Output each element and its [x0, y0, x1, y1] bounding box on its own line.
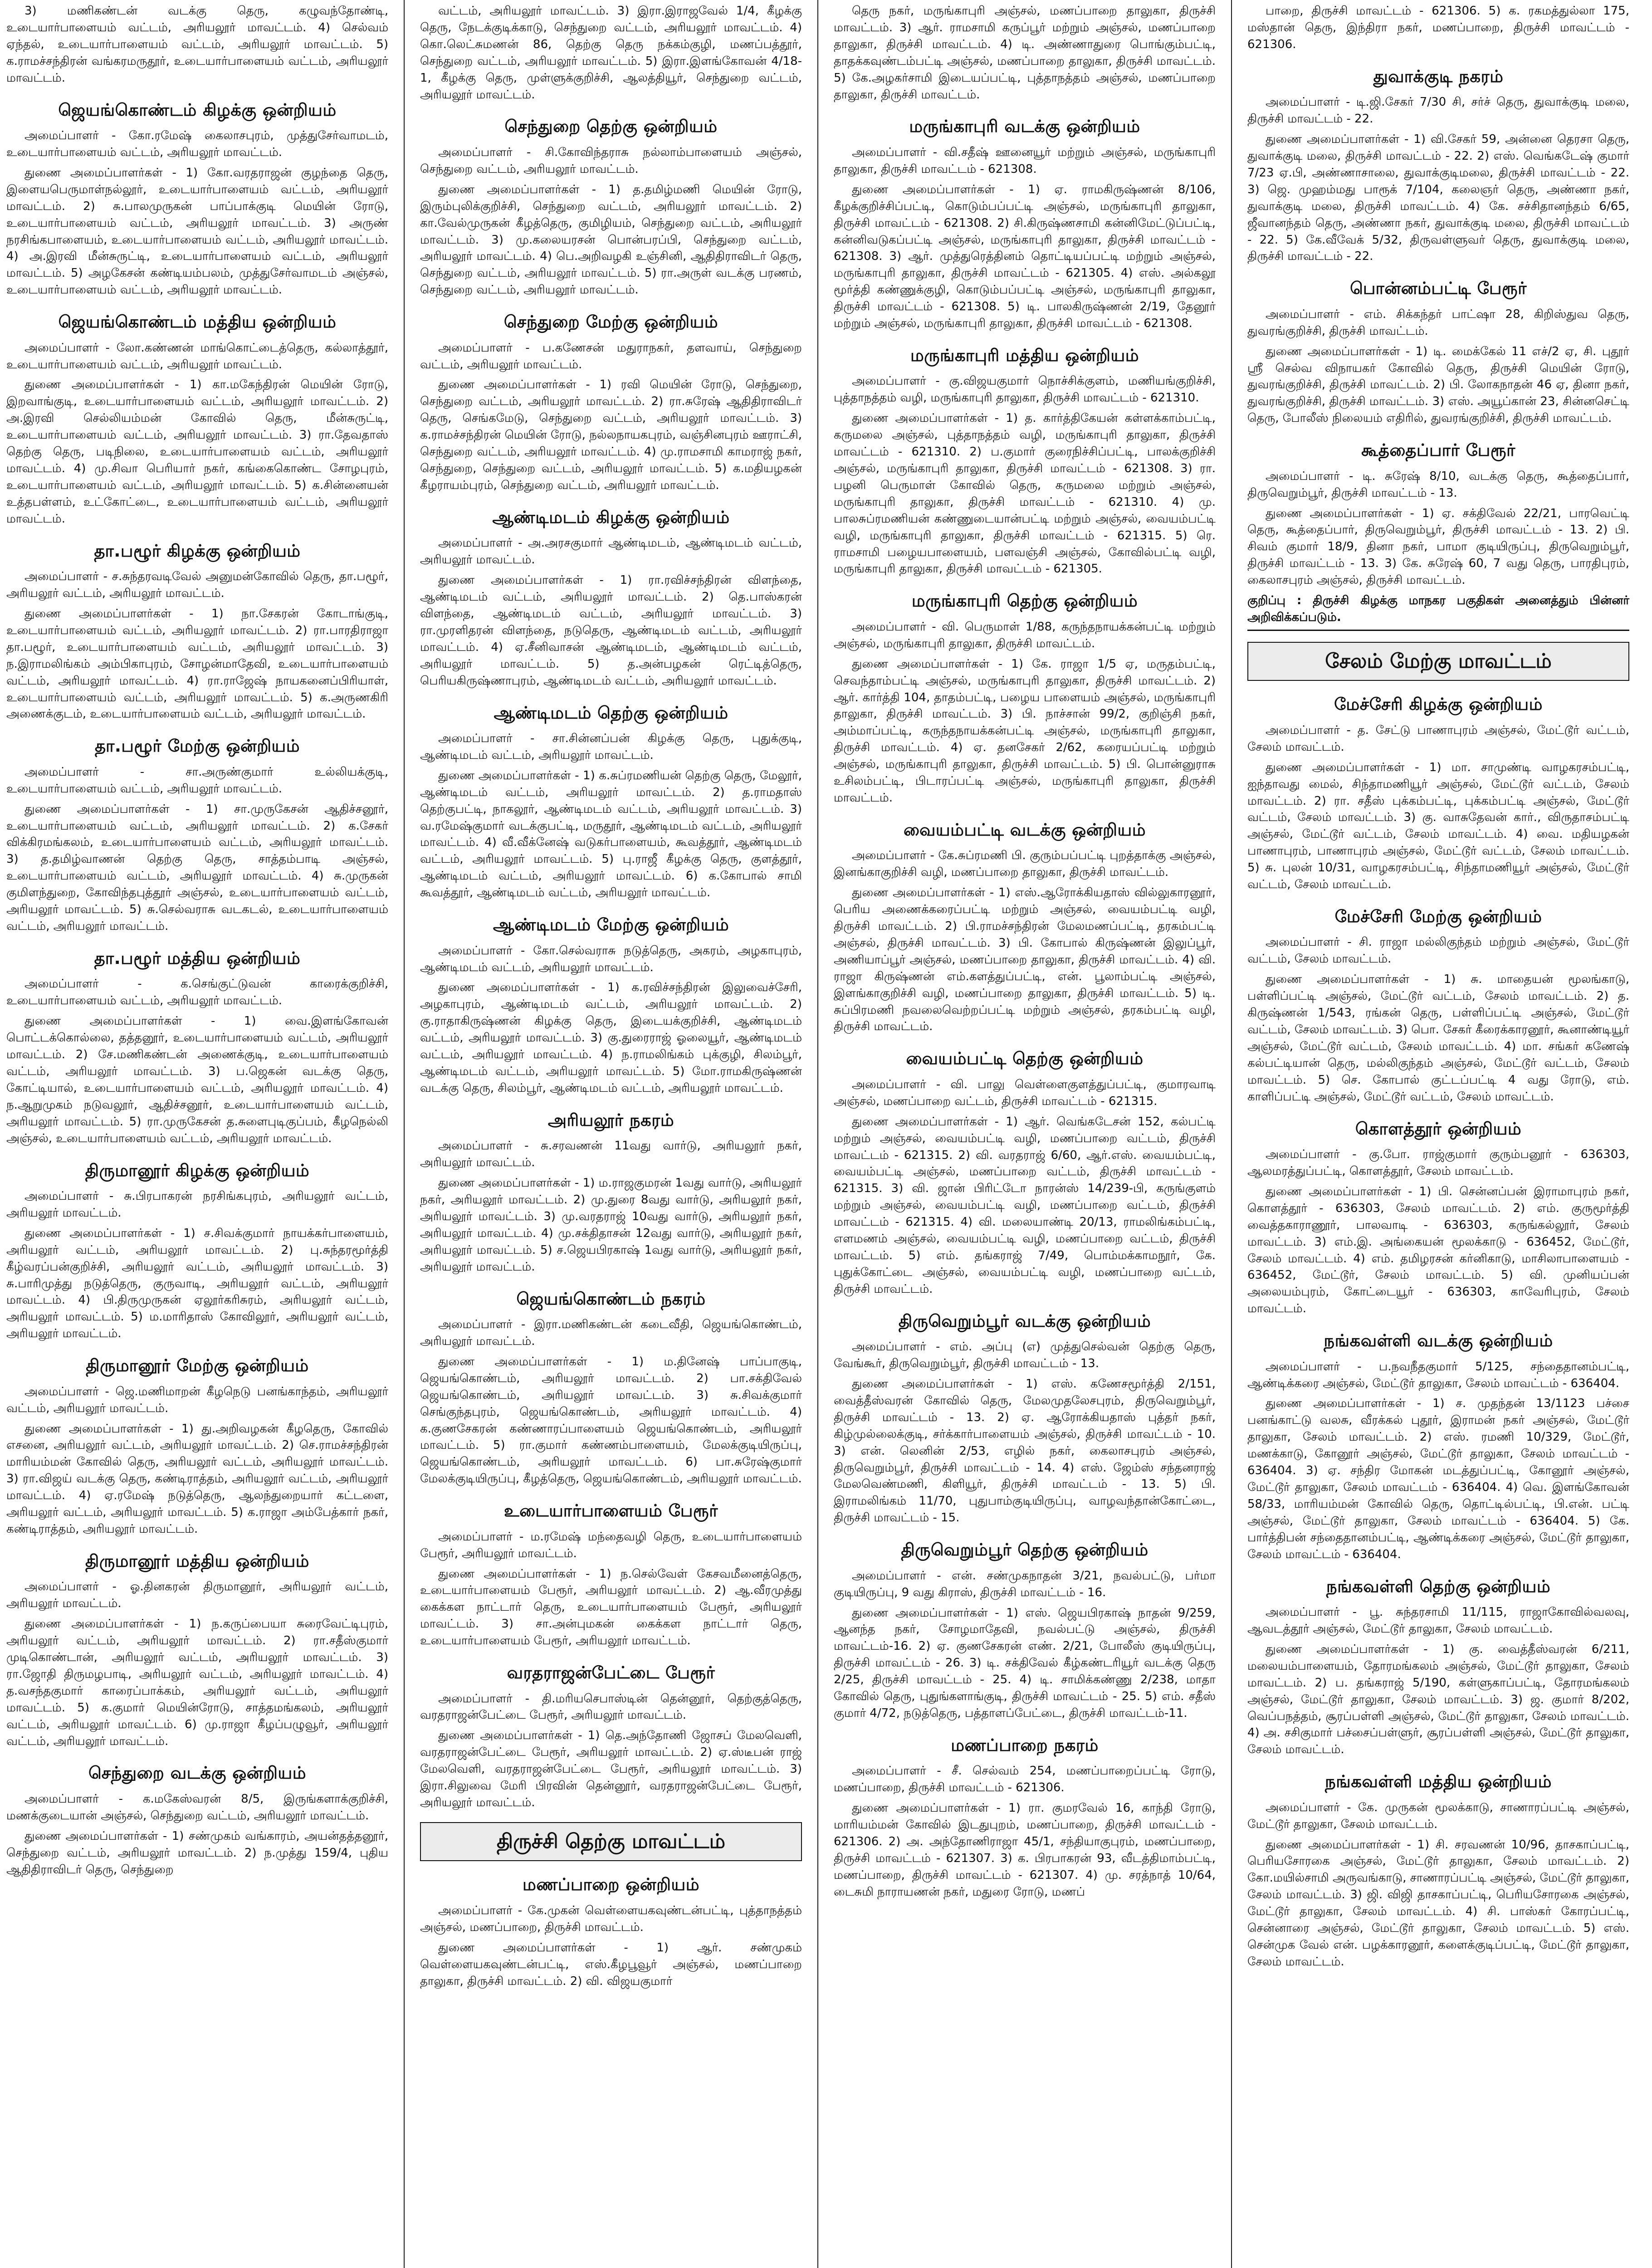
section-heading: தா.பழூர் மேற்கு ஒன்றியம்	[94, 736, 300, 756]
paragraph: அமைப்பாளர் - ப.நவநீதகுமார் 5/125, சந்தைதானம்பட்டி, ஆண்டிக்கரை அஞ்சல், மேட்டூர் தாலுகா, சேலம் மாவட்டம் - 636404.	[1247, 1359, 1629, 1390]
paragraph: அமைப்பாளர் - என். சண்முகநாதன் 3/21, நவல்பட்டு, பர்மா குடியிருப்பு, 9 வது கிராஸ், திருச்சி மாவட்டம் - 16.	[834, 1569, 1216, 1599]
paragraph: அமைப்பாளர் - கோ.ரமேஷ் கைலாசபுரம், முத்துசேர்வாமடம், உடையார்பாளையம் வட்டம், அரியலூர் மாவட்டம்.	[6, 129, 388, 159]
paragraph: துணை அமைப்பாளர்கள் - 1) ஏ. சக்திவேல் 22/21, பாரவெட்டி தெரு, கூத்தைப்பார், திருவெறும்பூர், திருச்சி மாவட்டம் - 13. 2) பி. சிவம் குமார் 18/9, தினா நகர், பாமா குடியிருப்பு, திருவெறும்பூர், திருச்சி மாவட்டம் - 13. 3) கே. சுரேஷ் 60, 7 வது தெரு, பாரதிபுரம், கைலாசபுரம் அஞ்சல், திருச்சி மாவட்டம்.	[1247, 506, 1629, 587]
section-heading: மேச்சேரி மேற்கு ஒன்றியம்	[1334, 906, 1542, 926]
paragraph: துணை அமைப்பாளர்கள் - 1) தெ.அந்தோணி ஜோசப் மேலவெளி, வரதராஜன்பேட்டை பேரூர், அரியலூர் மாவட்டம். 2) ஏ.ஸ்டீபன் ராஜ் மேலவெளி, வரதராஜன்பேட்டை பேரூர், அரியலூர் மாவட்டம். 3) இரா.சிலுவை மேரி பிரவின் தென்னூர், வரதராஜன்பேட்டை பேரூர், அரியலூர் மாவட்டம்.	[420, 1729, 802, 1809]
paragraph: அமைப்பாளர் - தி.மரியசெபாஸ்டின் தென்னூர், தெற்குத்தெரு, வரதராஜன்பேட்டை பேரூர், அரியலூர் மாவட்டம்.	[420, 1691, 802, 1722]
paragraph: அமைப்பாளர் - சா.அருண்குமார் உல்லியக்குடி, உடையார்பாளையம் வட்டம், அரியலூர் மாவட்டம்.	[6, 765, 388, 796]
paragraph: துணை அமைப்பாளர்கள் - 1) ரா. குமரவேல் 16, காந்தி ரோடு, மாரியம்மன் கோவில் இடதுபுறம், மணப்பாறை, திருச்சி மாவட்டம் - 621306. 2) அ. அந்தோணிராஜா 45/1, சந்தியாகுபுரம், மணப்பாறை, திருச்சி மாவட்டம் - 621307. 3) க. பிரபாகரன் 93, வீடத்திமாம்பட்டி, மணப்பாறை, திருச்சி மாவட்டம் - 621307. 4) மு. சரத்நாத் 10/64, டைசுமி நாராயணன் நகர், மதுரை ரோடு, மணப்	[834, 1801, 1216, 1899]
paragraph: தெரு நகர், மருங்காபுரி அஞ்சல், மணப்பாறை தாலுகா, திருச்சி மாவட்டம். 3) ஆர். ராமசாமி கருப்பூர் மற்றும் அஞ்சல், மணப்பாறை தாலுகா, திருச்சி மாவட்டம். 4) டி. அண்ணாதுரை பொங்கும்பட்டி, தாதக்கவுண்டம்பட்டி அஞ்சல், மணப்பாறை தாலுகா, திருச்சி மாவட்டம். 5) கே.அழகர்சாமி இடையப்பட்டி, புத்தாநத்தம் அஞ்சல், மணப்பாறை தாலுகா, திருச்சி மாவட்டம்.	[834, 4, 1216, 102]
section-heading: துவாக்குடி நகரம்	[1373, 66, 1504, 86]
paragraph: அமைப்பாளர் - கு.போ. ராஜ்குமார் குரும்பனூர் - 636303, ஆலமரத்துப்பட்டி, கொளத்தூர், சேலம் மாவட்டம்.	[1247, 1148, 1629, 1178]
section-heading: ஜெயங்கொண்டம் மத்திய ஒன்றியம்	[58, 312, 337, 332]
section-heading: ஜெயங்கொண்டம் நகரம்	[516, 1289, 706, 1309]
section-heading: திருமானூர் மத்திய ஒன்றியம்	[85, 1551, 309, 1571]
section-heading: மணப்பாறை ஒன்றியம்	[522, 1875, 700, 1895]
paragraph: துணை அமைப்பாளர்கள் - 1) எஸ். கணேசமூர்த்தி 2/151, வைத்தீஸ்வரன் கோவில் தெரு, மேலமுதலேசபுரம், திருவெறும்பூர், திருச்சி மாவட்டம் - 13. 2) ஏ. ஆரோக்கியதாஸ் புத்தர் நகர், கிழ்முல்லைக்குடி, சர்க்கார்பாளையம் அஞ்சல், திருச்சி மாவட்டம் - 10. 3) என். லெனின் 2/53, எழில் நகர், கைலாசபுரம் அஞ்சல், திருவெறும்பூர், திருச்சி மாவட்டம் - 14. 4) எஸ். ஜேம்ஸ் சந்தனராஜ் மேலவெண்மணி, கிளியூர், திருச்சி மாவட்டம் - 13. 5) பி. இராமலிங்கம் 11/70, புதுபாம்குடியிருப்பு, வாழவந்தான்கோட்டை, திருச்சி மாவட்டம் - 15.	[834, 1377, 1216, 1525]
paragraph: அமைப்பாளர் - வி.சதீஷ் ஊனையூர் மற்றும் அஞ்சல், மருங்காபுரி தாலுகா, திருச்சி மாவட்டம் - 621308.	[834, 145, 1216, 176]
section-heading: திருவெறும்பூர் தெற்கு ஒன்றியம்	[901, 1540, 1149, 1560]
paragraph: துணை அமைப்பாளர்கள் - 1) ஆர். வெங்கடேசன் 152, கல்பட்டி மற்றும் அஞ்சல், வையம்பட்டி வழி, மணப்பாறை வட்டம், திருச்சி மாவட்டம் - 621315. 2) வி. வரதராஜ் 6/60, ஆர்.எஸ். வையம்பட்டி, வையம்பட்டி அஞ்சல், மணப்பாறை வட்டம், திருச்சி மாவட்டம் - 621315. 3) வி. ஜான் பிரிட்டோ நாரன்ஸ் 14/239-பி, கருங்குளம் மற்றும் அஞ்சல், வையம்பட்டி வழி, மணப்பாறை வட்டம், திருச்சி மாவட்டம் - 621315. 4) வி. மலையாண்டி 20/13, ராமலிங்கம்பட்டி, எளமணம் அஞ்சல், வையம்பட்டி வழி, மணப்பாறை வட்டம், திருச்சி மாவட்டம். 5) எம். தங்கராஜ் 7/49, பொம்மக்காமநூர், கே. புதுக்கோட்டை அஞ்சல், வையம்பட்டி வழி, மணப்பாறை வட்டம், திருச்சி மாவட்டம்.	[834, 1114, 1216, 1296]
paragraph: அமைப்பாளர் - க.செங்குட்டுவன் காரைக்குறிச்சி, உடையார்பாளையம் வட்டம், அரியலூர் மாவட்டம்.	[6, 977, 388, 1008]
paragraph: துணை அமைப்பாளர்கள் - 1) ச. முதந்தன் 13/1123 பச்சை பனங்காட்டு வலசு, வீரக்கல் புதூர், இராமன் நகர் அஞ்சல், மேட்டூர் தாலுகா, சேலம் மாவட்டம். 2) எஸ். ரமணி 10/329, மேட்டூர், மணக்காடு, கோனூர் அஞ்சல், மேட்டூர் தாலுகா, சேலம் மாவட்டம் - 636404. 3) ஏ. சந்திர மோகன் மடத்துப்பட்டி, கோனூர் அஞ்சல், மேட்டூர் தாலுகா, சேலம் மாவட்டம் - 636404. 4) வெ. இளங்கோவன் 58/33, மாரியம்மன் கோவில் தெரு, தொட்டில்பட்டி, பி.என். பட்டி அஞ்சல், மேட்டூர் தாலுகா, சேலம் மாவட்டம் - 636404. 5) கே. பார்த்திபன் சந்தைதானம்பட்டி, ஆண்டிக்கரை அஞ்சல், மேட்டூர் தாலுகா, சேலம் மாவட்டம் - 636404.	[1247, 1397, 1629, 1561]
paragraph: அமைப்பாளர் - சீ. செல்வம் 254, மணப்பாறைப்பட்டி ரோடு, மணப்பாறை, திருச்சி மாவட்டம் - 621306.	[834, 1764, 1216, 1795]
section-heading: வையம்பட்டி தெற்கு ஒன்றியம்	[906, 1049, 1144, 1069]
paragraph: துணை அமைப்பாளர்கள் - 1) கா.மகேந்திரன் மெயின் ரோடு, இறவாங்குடி, உடையார்பாளையம் வட்டம், அரியலூர் மாவட்டம். 2) அ.இரவி செல்லியம்மன் கோவில் தெரு, மீன்சுருட்டி, உடையார்பாளையம் வட்டம், அரியலூர் மாவட்டம். 3) ரா.தேவதாஸ் தெற்கு தெரு, படிநிலை, உடையார்பாளையம் வட்டம், அரியலூர் மாவட்டம். 4) மு.சிவா பெரியார் நகர், கங்கைகொண்ட சோழபுரம், உடையார்பாளையம் வட்டம், அரியலூர் மாவட்டம். 5) க.சின்னையன் உத்தபள்ளம், உட்கோட்டை, உடையார்பாளையம் வட்டம், அரியலூர் மாவட்டம்.	[6, 378, 388, 526]
section-heading: திருமானூர் கிழக்கு ஒன்றியம்	[85, 1160, 310, 1180]
section-heading: திருவெறும்பூர் வடக்கு ஒன்றியம்	[898, 1311, 1151, 1331]
paragraph: அமைப்பாளர் - சி.கோவிந்தராசு நல்லாம்பாளையம் அஞ்சல், செந்துறை வட்டம், அரியலூர் மாவட்டம்.	[420, 145, 802, 176]
column-rule	[404, 0, 405, 2268]
paragraph: துணை அமைப்பாளர்கள் - 1) நா.சேகரன் கோடாங்குடி, உடையார்பாளையம் வட்டம், அரியலூர் மாவட்டம். 2) ரா.பாரதிராஜா தா.பழூர், உடையார்பாளையம் வட்டம், அரியலூர் மாவட்டம். 3) ந.இராமலிங்கம் அம்பிகாபுரம், சோழன்மாதேவி, உடையார்பாளையம் வட்டம், அரியலூர் மாவட்டம். 4) ரா.ராஜேஷ் நாயகனைப்பிரியாள், உடையார்பாளையம் வட்டம், அரியலூர் மாவட்டம். 5) க.அருணகிரி அணைக்குடம், உடையார்பாளையம் வட்டம், அரியலூர் மாவட்டம்.	[6, 606, 388, 721]
paragraph: அமைப்பாளர் - வி. பாலு வெள்ளைகுளத்துப்பட்டி, குமாரவாடி அஞ்சல், மணப்பாறை வட்டம், திருச்சி மாவட்டம் - 621315.	[834, 1077, 1216, 1108]
column-rule	[817, 0, 818, 2268]
paragraph: துணை அமைப்பாளர்கள் - 1) ச.சிவக்குமார் நாயக்கர்பாளையம், அரியலூர் வட்டம், அரியலூர் மாவட்டம். 2) பு.சுந்தரமூர்த்தி கீழ்வரப்பன்குறிச்சி, அரியலூர் வட்டம், அரியலூர் மாவட்டம். 3) சு.பாரிமுத்து நடுத்தெரு, குருவாடி, அரியலூர் வட்டம், அரியலூர் மாவட்டம். 4) பி.திருமுருகன் ஏலூர்கரிசுரம், அரியலூர் வட்டம், அரியலூர் மாவட்டம். 5) ம.மாரிதாஸ் கோவிலூர், அரியலூர் வட்டம், அரியலூர் மாவட்டம்.	[6, 1226, 388, 1341]
section-heading: ஆண்டிமடம் கிழக்கு ஒன்றியம்	[492, 507, 730, 527]
paragraph: துணை அமைப்பாளர்கள் - 1) ந.செல்வேள் கேசவமீனைத்தெரு, உடையார்பாளையம் பேரூர், அரியலூர் மாவட்டம். 2) ஆ.வீரமுத்து கைக்கள நாட்டார் தெரு, உடையார்பாளையம் பேரூர், அரியலூர் மாவட்டம். 3) சா.அன்புமகன் கைக்கள நாட்டார் தெரு, உடையார்பாளையம் பேரூர், அரியலூர் மாவட்டம்.	[420, 1567, 802, 1648]
section-heading: வையம்பட்டி வடக்கு ஒன்றியம்	[903, 820, 1146, 840]
section-heading: உடையார்பாளையம் பேரூர்	[504, 1501, 718, 1521]
paragraph: துணை அமைப்பாளர்கள் - 1) வி.சேகர் 59, அன்னை தெரசா தெரு, துவாக்குடி மலை, திருச்சி மாவட்டம் - 22. 2) எஸ். வெங்கடேஷ் குமார் 7/23 ஏ.பி, அண்ணாசாலை, துவாக்குடிமலை, திருச்சி மாவட்டம் - 22. 3) ஜெ. முஹம்மது பாரூக் 7/104, கலைஞர் தெரு, அண்ணா நகர், துவாக்குடி மலை, திருச்சி மாவட்டம். 4) கே. சச்சிதானந்தம் 6/65, ஜீவானந்தம் தெரு, அண்ணா நகர், துவாக்குடி மலை, திருச்சி மாவட்டம் - 22. 5) கே.வீவேக் 5/32, திருவள்ளுவர் தெரு, துவாக்குடி மலை, திருச்சி மாவட்டம் - 22.	[1247, 132, 1629, 264]
paragraph: 3) மணிகண்டன் வடக்கு தெரு, கழுவந்தோண்டி, உடையார்பாளையம் வட்டம், அரியலூர் மாவட்டம். 4) செல்வம் ஏந்தல், உடையார்பாளையம் வட்டம், அரியலூர் மாவட்டம். 5) க.ராமச்சந்திரன் வங்கரமருதூர், உடையார்பாளையம் வட்டம், அரியலூர் மாவட்டம்.	[6, 4, 388, 85]
paragraph: அமைப்பாளர் - ப.கணேசன் மதுராநகர், தளவாய், செந்துறை வட்டம், அரியலூர் மாவட்டம்.	[420, 341, 802, 371]
paragraph: அமைப்பாளர் - டி. சுரேஷ் 8/10, வடக்கு தெரு, கூத்தைப்பார், திருவெறும்பூர், திருச்சி மாவட்டம் - 13.	[1247, 469, 1629, 500]
column-4	[1241, 0, 1636, 2268]
paragraph: அமைப்பாளர் - டி.ஜி.சேகர் 7/30 சி, சர்ச் தெரு, துவாக்குடி மலை, திருச்சி மாவட்டம் - 22.	[1247, 95, 1629, 126]
section-heading: மணப்பாறை நகரம்	[951, 1735, 1099, 1755]
paragraph: அமைப்பாளர் - ம.ரமேஷ் மந்தைவழி தெரு, உடையார்பாளையம் பேரூர், அரியலூர் மாவட்டம்.	[420, 1530, 802, 1560]
column-1	[0, 0, 395, 2268]
paragraph: அமைப்பாளர் - பூ. சுந்தரசாமி 11/115, ராஜாகோவில்வலவு, ஆவடத்தூர் அஞ்சல், மேட்டூர் தாலுகா, சேலம் மாவட்டம்.	[1247, 1605, 1629, 1636]
section-heading: தா.பழூர் கிழக்கு ஒன்றியம்	[94, 541, 301, 561]
section-heading: கொளத்தூர் ஒன்றியம்	[1355, 1119, 1522, 1139]
paragraph: அமைப்பாளர் - ச.சுந்தரவடிவேல் அனுமன்கோவில் தெரு, தா.பழூர், அரியலூர் வட்டம், அரியலூர் மாவட்டம்.	[6, 570, 388, 601]
section-heading: செந்துறை மேற்கு ஒன்றியம்	[503, 312, 718, 332]
section-heading: ஆண்டிமடம் மேற்கு ஒன்றியம்	[493, 915, 729, 935]
section-heading: மருங்காபுரி மத்திய ஒன்றியம்	[910, 345, 1139, 365]
paragraph: அமைப்பாளர் - அ.அரசகுமார் ஆண்டிமடம், ஆண்டிமடம் வட்டம், அரியலூர் மாவட்டம்.	[420, 536, 802, 567]
paragraph: அமைப்பாளர் - க.மகேஸ்வரன் 8/5, இருங்களாக்குறிச்சி, மணக்குடையான் அஞ்சல், செந்துறை வட்டம், அரியலூர் மாவட்டம்.	[6, 1792, 388, 1823]
paragraph: துணை அமைப்பாளர்கள் - 1) ம.ராஜகுமரன் 1வது வார்டு, அரியலூர் நகர், அரியலூர் மாவட்டம். 2) மு.துரை 8வது வார்டு, அரியலூர் நகர், அரியலூர் மாவட்டம். 3) மு.வரதராஜ் 10வது வார்டு, அரியலூர் நகர், அரியலூர் மாவட்டம். 4) மு.சக்திதாசன் 12வது வார்டு, அரியலூர் நகர், அரியலூர் மாவட்டம். 5) ச.ஜெயபிரகாஷ் 1வது வார்டு, அரியலூர் நகர், அரியலூர் மாவட்டம்.	[420, 1176, 802, 1274]
paragraph: துணை அமைப்பாளர்கள் - 1) த.தமிழ்மணி மெயின் ரோடு, இரும்புலிக்குறிச்சி, செந்துறை வட்டம், அரியலூர் மாவட்டம். 2) கா.வேல்முருகன் கீழத்தெரு, குமிழியம், செந்துறை வட்டம், அரியலூர் மாவட்டம். 3) மு.கலையரசன் பொன்பரப்பி, செந்துறை வட்டம், அரியலூர் மாவட்டம். 4) பெ.அறிவழகி உஞ்சினி, ஆதிதிராவிடர் தெரு, செந்துறை வட்டம், அரியலூர் மாவட்டம். 5) ரா.அருள் வடக்கு பரணம், செந்துறை வட்டம், அரியலூர் மாவட்டம்.	[420, 182, 802, 297]
section-heading: தா.பழூர் மத்திய ஒன்றியம்	[94, 948, 301, 968]
column-2	[414, 0, 808, 2268]
paragraph: துணை அமைப்பாளர்கள் - 1) சண்முகம் வங்காரம், அயன்தத்தனூர், செந்துறை வட்டம், அரியலூர் மாவட்டம். 2) ந.முத்து 159/4, புதிய ஆதிதிராவிடர் தெரு, செந்துறை	[6, 1829, 388, 1877]
section-heading: கூத்தைப்பார் பேரூர்	[1361, 440, 1515, 460]
paragraph: அமைப்பாளர் - த. சேட்டு பாணாபுரம் அஞ்சல், மேட்டூர் வட்டம், சேலம் மாவட்டம்.	[1247, 723, 1629, 754]
paragraph: துணை அமைப்பாளர்கள் - 1) ரா.ரவிச்சந்திரன் விளந்தை, ஆண்டிமடம் வட்டம், அரியலூர் மாவட்டம். 2) தெ.பாஸ்கரன் விளந்தை, ஆண்டிமடம் வட்டம், அரியலூர் மாவட்டம். 3) ரா.முரளிதரன் விளந்தை, நடுதெரு, ஆண்டிமடம் வட்டம், அரியலூர் மாவட்டம். 4) ஏ.சீனிவாசன் ஆண்டிமடம், ஆண்டிமடம் வட்டம், அரியலூர் மாவட்டம். 5) த.அன்பழகன் ரெட்டித்தெரு, பெரியகிருஷ்ணாபுரம், ஆண்டிமடம் வட்டம், அரியலூர் மாவட்டம்.	[420, 573, 802, 688]
section-heading: மருங்காபுரி தெற்கு ஒன்றியம்	[911, 591, 1138, 611]
paragraph: வட்டம், அரியலூர் மாவட்டம். 3) இரா.இராஜவேல் 1/4, கீழக்கு தெரு, நேடக்குடிக்காடு, செந்துறை வட்டம், அரியலூர் மாவட்டம். 4) கொ.லெட்சுமணன் 86, தெற்கு தெரு நக்கம்குழி, மணப்பத்தூர், செந்துறை வட்டம், அரியலூர் மாவட்டம். 5) இரா.இளங்கோவன் 4/18-1, கீழக்கு தெரு, முள்ளுக்குறிச்சி, ஆலத்தியூர், செந்துறை வட்டம், அரியலூர் மாவட்டம்.	[420, 4, 802, 102]
paragraph: அமைப்பாளர் - கோ.செல்வராசு நடுத்தெரு, அகரம், அழகாபுரம், ஆண்டிமடம் வட்டம், அரியலூர் மாவட்டம்.	[420, 943, 802, 974]
paragraph: துணை அமைப்பாளர்கள் - 1) சு. மாதையன் மூலங்காடு, பள்ளிப்பட்டி அஞ்சல், மேட்டூர் வட்டம், சேலம் மாவட்டம். 2) த. கிருஷ்ணன் 1/543, ரங்கன் தெரு, பள்ளிப்பட்டி அஞ்சல், மேட்டூர் வட்டம், சேலம் மாவட்டம். 3) பொ. சேகர் கீரைக்காரனூர், கூனாண்டியூர் அஞ்சல், மேட்டூர் வட்டம், சேலம் மாவட்டம். 4) மா. சங்கர் கணேஷ் கல்பட்டியான் தெரு, மல்லிகுந்தம் அஞ்சல், மேட்டூர் வட்டம், சேலம் மாவட்டம். 5) செ. கோபால் குட்டப்பட்டி 4 வது ரோடு, எம். காளிப்பட்டி அஞ்சல், மேட்டூர் வட்டம், சேலம் மாவட்டம்.	[1247, 973, 1629, 1104]
paragraph: துணை அமைப்பாளர்கள் - 1) கோ.வரதராஜன் குழந்தை தெரு, இளையபெருமாள்நல்லூர், உடையார்பாளையம் வட்டம், அரியலூர் மாவட்டம். 2) சு.பாலமுருகன் பாப்பாக்குடி மெயின் ரோடு, உடையார்பாளையம் வட்டம், அரியலூர் மாவட்டம். 3) அருண் நரசிங்கபாளையம், உடையார்பாளையம் வட்டம், அரியலூர் மாவட்டம். 4) அ.இரவி மீன்சுருட்டி, உடையார்பாளையம் வட்டம், அரியலூர் மாவட்டம். 5) அழகேசன் கண்டியம்பலம், முத்துசேர்வாமடம் அஞ்சல், உடையார்பாளையம் வட்டம், அரியலூர் மாவட்டம்.	[6, 166, 388, 297]
paragraph: அமைப்பாளர் - கு.விஜயகுமார் நொச்சிக்குளம், மணியங்குறிச்சி, புத்தாநத்தம் வழி, மருங்காபுரி தாலுகா, திருச்சி மாவட்டம் - 621310.	[834, 374, 1216, 405]
paragraph: துணை அமைப்பாளர்கள் - 1) ரவி மெயின் ரோடு, செந்துறை, செந்துறை வட்டம், அரியலூர் மாவட்டம். 2) ரா.சுரேஷ் ஆதிதிராவிடர் தெரு, செங்கமேடு, செந்துறை வட்டம், அரியலூர் மாவட்டம். 3) க.ராமச்சந்திரன் மெயின் ரோடு, நல்லநாயகபுரம், வஞ்சினபுரம் ஊராட்சி, செந்துறை வட்டம், அரியலூர் மாவட்டம். 4) மு.ராமசாமி காமராஜ் நகர், செந்துறை, செந்துறை வட்டம், அரியலூர் மாவட்டம். 5) க.மதியழகன் கீழராயம்புரம், செந்துறை வட்டம், அரியலூர் மாவட்டம்.	[420, 378, 802, 492]
paragraph: அமைப்பாளர் - கே.முகன் வெள்ளையகவுண்டன்பட்டி, புத்தாநத்தம் அஞ்சல், மணப்பாறை, திருச்சி மாவட்டம்.	[420, 1903, 802, 1934]
paragraph: பாறை, திருச்சி மாவட்டம் - 621306. 5) க. ரகமத்துல்லா 175, மஸ்தான் தெரு, இந்திரா நகர், மணப்பாறை, திருச்சி மாவட்டம் - 621306.	[1247, 4, 1629, 51]
paragraph: துணை அமைப்பாளர்கள் - 1) க.சுப்ரமணியன் தெற்கு தெரு, மேலூர், ஆண்டிமடம் வட்டம், அரியலூர் மாவட்டம். 2) த.ராமதாஸ் தெற்குபட்டி, நாகலூர், ஆண்டிமடம் வட்டம், அரியலூர் மாவட்டம். 3) வ.ரமேஷ்குமார் வடக்குபட்டி, மருதூர், ஆண்டிமடம் வட்டம், அரியலூர் மாவட்டம். 4) வீ.வீக்னேஷ் வடுகர்பாளையம், கூவத்தூர், ஆண்டிமடம் வட்டம், அரியலூர் மாவட்டம். 5) பு.ராஜீ கீழக்கு தெரு, குளத்தூர், ஆண்டிமடம் வட்டம், அரியலூர் மாவட்டம். 6) க.கோபால் சாமி கூவத்தூர், ஆண்டிமடம் வட்டம், அரியலூர் மாவட்டம்.	[420, 768, 802, 900]
section-heading: அரியலூர் நகரம்	[547, 1110, 674, 1130]
paragraph: துணை அமைப்பாளர்கள் - 1) ஆர். சண்முகம் வெள்ளையகவுண்டன்பட்டி, எஸ்.கீழபூவூர் அஞ்சல், மணப்பாறை தாலுகா, திருச்சி மாவட்டம். 2) வி. விஜயகுமார்	[420, 1941, 802, 1988]
paragraph: அமைப்பாளர் - சு.பிரபாகரன் நரசிங்கபுரம், அரியலூர் வட்டம், அரியலூர் மாவட்டம்.	[6, 1189, 388, 1220]
paragraph: அமைப்பாளர் - சி. ராஜா மல்லிகுந்தம் மற்றும் அஞ்சல், மேட்டூர் வட்டம், சேலம் மாவட்டம்.	[1247, 935, 1629, 966]
paragraph: துணை அமைப்பாளர்கள் - 1) டி. மைக்கேல் 11 எச்/2 ஏ, சி. புதூர் ஸ்ரீ செல்வ விநாயகர் கோவில் தெரு, திருச்சி மெயின் ரோடு, துவரங்குறிச்சி, திருச்சி மாவட்டம். 2) பி. லோகநாதன் 46 ஏ, தினா நகர், துவரங்குறிச்சி, திருச்சி மாவட்டம். 3) எஸ். அயூப்கான் 23, சின்னசெட்டி தெரு, போலீஸ் நிலையம் எதிரில், துவரங்குறிச்சி, திருச்சி மாவட்டம்.	[1247, 344, 1629, 425]
section-heading: மருங்காபுரி வடக்கு ஒன்றியம்	[909, 117, 1140, 137]
section-heading: நங்கவள்ளி தெற்கு ஒன்றியம்	[1326, 1576, 1551, 1596]
paragraph: துணை அமைப்பாளர்கள் - 1) ந.கருப்பையா சுரைவேட்டிபுரம், அரியலூர் வட்டம், அரியலூர் மாவட்டம். 2) ரா.சதீஸ்குமார் முடிகொண்டான், அரியலூர் வட்டம், அரியலூர் மாவட்டம். 3) ரா.ஜோதி திருமழபாடி, அரியலூர் வட்டம், அரியலூர் மாவட்டம். 4) த.வசந்தகுமார் காரைப்பாக்கம், அரியலூர் வட்டம், அரியலூர் மாவட்டம். 5) க.குமார் மெயின்ரோடு, சாத்தமங்கலம், அரியலூர் வட்டம், அரியலூர் மாவட்டம். 6) மு.ராஜா கீழப்பழுவூர், அரியலூர் வட்டம், அரியலூர் மாவட்டம்.	[6, 1617, 388, 1748]
paragraph: அமைப்பாளர் - சு.சரவணன் 11வது வார்டு, அரியலூர் நகர், அரியலூர் மாவட்டம்.	[420, 1139, 802, 1170]
paragraph: துணை அமைப்பாளர்கள் - 1) த. கார்த்திகேயன் கள்ளக்காம்பட்டி, கருமலை அஞ்சல், புத்தாநத்தம் வழி, மருங்காபுரி தாலுகா, திருச்சி மாவட்டம் - 621310. 2) ப.குமார் குரைநிச்சிப்பட்டி, பாலக்குறிச்சி அஞ்சல், மருங்காபுரி தாலுகா, திருச்சி மாவட்டம் - 621308. 3) ரா. பழனி பெருமாள் கோவில் தெரு, கருமலை மற்றும் அஞ்சல், மருங்காபுரி தாலுகா, திருச்சி மாவட்டம் - 621310. 4) மு. பாலசுப்ரமணியன் கண்ணுடையான்பட்டி மற்றும் அஞ்சல், வையம்பட்டி வழி, மருங்காபுரி தாலுகா, திருச்சி மாவட்டம் - 621315. 5) ரெ. ராமசாமி பழையபாளையம், பளவஞ்சி அஞ்சல், கோவில்பட்டி வழி, மருங்காபுரி தாலுகா, திருச்சி மாவட்டம் - 621305.	[834, 411, 1216, 576]
paragraph: அமைப்பாளர் - இரா.மணிகண்டன் கடைவீதி, ஜெயங்கொண்டம், அரியலூர் மாவட்டம்.	[420, 1318, 802, 1348]
paragraph: அமைப்பாளர் - கே. முருகன் மூலக்காடு, சாணாரப்பட்டி அஞ்சல், மேட்டூர் தாலுகா, சேலம் மாவட்டம்.	[1247, 1800, 1629, 1831]
paragraph: துணை அமைப்பாளர்கள் - 1) க.ரவிச்சந்திரன் இலுவைச்சேரி, அழகாபுரம், ஆண்டிமடம் வட்டம், அரியலூர் மாவட்டம். 2) கு.ராதாகிருஷ்ணன் கிழக்கு தெரு, இடையக்குறிச்சி, ஆண்டிமடம் வட்டம், அரியலூர் மாவட்டம். 3) கு.துரைராஜ் ஓலையூர், ஆண்டிமடம் வட்டம், அரியலூர் மாவட்டம். 4) ந.ராமலிங்கம் புக்குழி, சிலம்பூர், ஆண்டிமடம் வட்டம், அரியலூர் மாவட்டம். 5) மோ.ராமகிருஷ்ணன் வடக்கு தெரு, சிலம்பூர், ஆண்டிமடம் வட்டம், அரியலூர் மாவட்டம்.	[420, 981, 802, 1095]
paragraph: துணை அமைப்பாளர்கள் - 1) கே. ராஜா 1/5 ஏ, மருதம்பட்டி, செவந்தாம்பட்டி அஞ்சல், மருங்காபுரி தாலுகா, திருச்சி மாவட்டம். 2) ஆர். கார்த்தி 104, தாதம்பட்டி, பழைய பாளையம் அஞ்சல், மருங்காபுரி தாலுகா, திருச்சி மாவட்டம். 3) பி. நாச்சான் 99/2, குறிஞ்சி நகர், அம்மாப்பட்டி, கருந்தநாயக்கன்பட்டி அஞ்சல், மருங்காபுரி தாலுகா, திருச்சி மாவட்டம். 4) ஏ. தனசேகர் 2/62, கரையப்பட்டி மற்றும் அஞ்சல், மருங்காபுரி தாலுகா, திருச்சி மாவட்டம். 5) பி. பொன்னுராசு உசிலம்பட்டி, பிடாரப்பட்டி அஞ்சல், மருங்காபுரி தாலுகா, திருச்சி மாவட்டம்.	[834, 657, 1216, 805]
column-rule	[1231, 0, 1232, 2268]
section-heading: செந்துறை வடக்கு ஒன்றியம்	[88, 1763, 306, 1783]
section-heading: வரதராஜன்பேட்டை பேரூர்	[507, 1663, 715, 1683]
paragraph: துணை அமைப்பாளர்கள் - 1) சி. சரவணன் 10/96, தாசகாப்பட்டி, பெரியசோரகை அஞ்சல், மேட்டூர் தாலுகா, சேலம் மாவட்டம். 2) கோ.மயில்சாமி அருவங்காடு, சாணாரப்பட்டி அஞ்சல், மேட்டூர் தாலுகா, சேலம் மாவட்டம். 3) ஜி. விஜி தாசகாப்பட்டி, பெரியசோரகை அஞ்சல், மேட்டூர் தாலுகா, சேலம் மாவட்டம். 4) சி. பாஸ்கர் கோரப்பட்டி, சென்னாரை அஞ்சல், மேட்டூர் தாலுகா, சேலம் மாவட்டம். 5) எஸ். சென்முக வேல் என். பழக்காரனூர், களைக்குடிப்பட்டி, மேட்டூர் தாலுகா, சேலம் மாவட்டம்.	[1247, 1838, 1629, 1969]
paragraph: துணை அமைப்பாளர்கள் - 1) எஸ்.ஆரோக்கியதாஸ் வில்லுகாரனூர், பெரிய அணைக்கரைப்பட்டி மற்றும் அஞ்சல், வையம்பட்டி வழி, திருச்சி மாவட்டம். 2) பி.ராமச்சந்திரன் மேலமணப்பட்டி, தரகம்பட்டி அஞ்சல், திருச்சி மாவட்டம். 3) பி. கோபால் கிருஷ்ணன் இலுப்பூர், அணியாப்பூர் அஞ்சல், மணப்பாறை தாலுகா, திருச்சி மாவட்டம். 4) வி. ராஜா கிருஷ்ணன் எம்.களத்துப்பட்டி, என். பூலாம்பட்டி அஞ்சல், இளங்காகுறிச்சி வழி, மணப்பாறை தாலுகா, திருச்சி மாவட்டம். 5) டி. சுப்பிரமணி நவலைவெற்றப்பட்டி மற்றும் அஞ்சல், தரகம்பட்டி வழி, திருச்சி மாவட்டம்.	[834, 886, 1216, 1034]
section-heading: செந்துறை தெற்கு ஒன்றியம்	[504, 117, 718, 137]
section-heading: நங்கவள்ளி வடக்கு ஒன்றியம்	[1324, 1331, 1553, 1351]
section-heading: ஜெயங்கொண்டம் கிழக்கு ஒன்றியம்	[58, 100, 337, 120]
paragraph: துணை அமைப்பாளர்கள் - 1) பி. சென்னப்பன் இராமாபுரம் நகர், கொளத்தூர் - 636303, சேலம் மாவட்டம். 2) எம். குருமூர்த்தி வைத்தகாராணூர், பாலவாடி - 636303, கருங்கல்லூர், சேலம் மாவட்டம். 3) எம்.இ. அங்கையன் மூலக்காடு - 636452, மேட்டூர், சேலம் மாவட்டம். 4) எம். தமிழரசன் கர்னிகாடு, மாசிலாபாளையம் - 636452, மேட்டூர், சேலம் மாவட்டம். 5) வி. முனியப்பன் அலையம்புரம், கோட்டையூர் - 636303, காவேரிபுரம், சேலம் மாவட்டம்.	[1247, 1184, 1629, 1316]
paragraph: துணை அமைப்பாளர்கள் - 1) சா.முருகேசன் ஆதிச்சனூர், உடையார்பாளையம் வட்டம், அரியலூர் மாவட்டம். 2) க.சேகர் விக்கிரமங்கலம், உடையார்பாளையம் வட்டம், அரியலூர் மாவட்டம். 3) த.தமிழ்வாணன் தெற்கு தெரு, சாத்தம்பாடி அஞ்சல், உடையார்பாளையம் வட்டம், அரியலூர் மாவட்டம். 4) சு.முருகன் குமிளந்துறை, கோவிந்தபுத்தூர் அஞ்சல், உடையார்பாளையம் வட்டம், அரியலூர் மாவட்டம். 5) சு.செல்வராசு வடகடல், உடையார்பாளையம் வட்டம், அரியலூர் மாவட்டம்.	[6, 802, 388, 933]
paragraph: அமைப்பாளர் - லோ.கண்ணன் மாங்கொட்டைத்தெரு, கல்லாத்தூர், உடையார்பாளையம் வட்டம், அரியலூர் மாவட்டம்.	[6, 341, 388, 371]
section-heading: மேச்சேரி கிழக்கு ஒன்றியம்	[1334, 694, 1543, 714]
district-banner: திருச்சி தெற்கு மாவட்டம்	[420, 1822, 802, 1861]
section-heading: திருமானூர் மேற்கு ஒன்றியம்	[86, 1356, 309, 1376]
paragraph: துணை அமைப்பாளர்கள் - 1) கு. வைத்தீஸ்வரன் 6/211, மலையம்பாளையம், தோரமங்கலம் அஞ்சல், மேட்டூர் தாலுகா, சேலம் மாவட்டம். 2) ப. தங்கராஜ் 5/190, கள்ளுகாப்பட்டி, தோரமங்கலம் அஞ்சல், மேட்டூர் தாலுகா, சேலம் மாவட்டம். 3) ஜ. குமார் 8/202, வெப்பநத்தம், சூரப்பள்ளி அஞ்சல், மேட்டூர் தாலுகா, சேலம் மாவட்டம். 4) அ. சசிகுமார் பச்சைப்பள்ளுர், சூரப்பள்ளி அஞ்சல், மேட்டூர் தாலுகா, சேலம் மாவட்டம்.	[1247, 1642, 1629, 1757]
district-banner: சேலம் மேற்கு மாவட்டம்	[1247, 642, 1629, 681]
paragraph: அமைப்பாளர் - ஜெ.மணிமாறன் கீழநெடு பனங்காந்தம், அரியலூர் வட்டம், அரியலூர் மாவட்டம்.	[6, 1384, 388, 1415]
section-heading: பொன்னம்பட்டி பேரூர்	[1350, 279, 1527, 298]
paragraph: துணை அமைப்பாளர்கள் - 1) து.அறிவழகன் கீழதெரு, கோவில் எசனை, அரியலூர் வட்டம், அரியலூர் மாவட்டம். 2) செ.ராமச்சந்திரன் மாரியம்மன் கோவில் தெரு, அரியலூர் வட்டம், அரியலூர் மாவட்டம். 3) ரா.விஜய் வடக்கு தெரு, கண்டிராத்தம், அரியலூர் வட்டம், அரியலூர் மாவட்டம். 4) ஏ.ரமேஷ் நடுத்தெரு, ஆலந்துறையார் கட்டளை, அரியலூர் வட்டம், அரியலூர் மாவட்டம். 5) க.ராஜா அம்பேத்கார் நகர், கண்டிராத்தம், அரியலூர் மாவட்டம்.	[6, 1422, 388, 1536]
column-3	[827, 0, 1222, 2268]
section-heading: நங்கவள்ளி மத்திய ஒன்றியம்	[1325, 1772, 1552, 1792]
paragraph: அமைப்பாளர் - வி. பெருமாள் 1/88, கருந்தநாயக்கன்பட்டி மற்றும் அஞ்சல், மருங்காபுரி தாலுகா, திருச்சி மாவட்டம்.	[834, 620, 1216, 650]
paragraph: துணை அமைப்பாளர்கள் - 1) மா. சாமுண்டி வாழகரசம்பட்டி, ஐந்தாவது மைல், சிந்தாமணியூர் அஞ்சல், மேட்டூர் வட்டம், சேலம் மாவட்டம். 2) ரா. சதீஸ் புக்கம்பட்டி, புக்கம்பட்டி அஞ்சல், மேட்டூர் வட்டம், சேலம் மாவட்டம். 3) கு. வாசுதேவன் கார்., விருதாசம்பட்டி அஞ்சல், மேட்டூர் வட்டம், சேலம் மாவட்டம். 4) வை. மதியழகன் பாணாபுரம், பாணாபுரம் அஞ்சல், மேட்டூர் வட்டம், சேலம் மாவட்டம். 5) சு. புலன் 10/31, வாழகரசம்பட்டி, சிந்தாமணியூர் அஞ்சல், மேட்டூர் வட்டம், சேலம் மாவட்டம்.	[1247, 760, 1629, 892]
paragraph: துணை அமைப்பாளர்கள் - 1) வை.இளங்கோவன் பொட்டக்கொல்லை, தத்தனூர், உடையார்பாளையம் வட்டம், அரியலூர் மாவட்டம். 2) சே.மணிகண்டன் அணைக்குடி, உடையார்பாளையம் வட்டம், அரியலூர் மாவட்டம். 3) ப.ஜெகன் வடக்கு தெரு, கோட்டியால், உடையார்பாளையம் வட்டம், அரியலூர் மாவட்டம். 4) ந.ஆறுமுகம் நடுவலூர், ஆதிச்சனூர், உடையார்பாளையம் வட்டம், அரியலூர் மாவட்டம். 5) ரா.முருகேசன் த.சுளைபுடிகுப்பம், கீழநெல்லி அஞ்சல், உடையார்பாளையம் வட்டம், அரியலூர் மாவட்டம்.	[6, 1014, 388, 1145]
paragraph: துணை அமைப்பாளர்கள் - 1) எஸ். ஜெயபிரகாஷ் நாதன் 9/259, ஆனந்த நகர், சோழமாதேவி, நவல்பட்டு அஞ்சல், திருச்சி மாவட்டம்-16. 2) ஏ. குணசேகரன் எண். 2/21, போலீஸ் குடியிருப்பு, திருச்சி மாவட்டம் - 26. 3) டி. சக்திவேல் கீழ்கண்டரியூர் வடக்கு தெரு 2/25, திருச்சி மாவட்டம் - 25. 4) டி. சாமிக்கண்ணு 2/238, மாதா கோவில் தெரு, புதுங்களாங்குடி, திருச்சி மாவட்டம் - 25. 5) எம். சதீஸ் குமார் 4/72, நடுத்தெரு, பத்தாளப்பேட்டை, திருச்சி மாவட்டம்-11.	[834, 1606, 1216, 1720]
paragraph: அமைப்பாளர் - கே.சுப்ரமணி பி. குரும்பப்பட்டி புறத்தாக்கு அஞ்சல், இனங்காகுறிச்சி வழி, மணப்பாறை தாலுகா, திருச்சி மாவட்டம்.	[834, 849, 1216, 880]
paragraph: அமைப்பாளர் - எம். அப்பு (எ) முத்துசெல்வன் தெற்கு தெரு, வேங்கூர், திருவெறும்பூர், திருச்சி மாவட்டம் - 13.	[834, 1340, 1216, 1371]
notice-text: குறிப்பு : திருச்சி கிழக்கு மாநகர பகுதிகள் அனைத்தும் பின்னர் அறிவிக்கப்படும்.	[1247, 592, 1629, 631]
paragraph: அமைப்பாளர் - எம். சிக்கந்தர் பாட்ஷா 28, கிறிஸ்துவ தெரு, துவரங்குறிச்சி, திருச்சி மாவட்டம்.	[1247, 307, 1629, 338]
section-heading: ஆண்டிமடம் தெற்கு ஒன்றியம்	[494, 703, 728, 723]
paragraph: துணை அமைப்பாளர்கள் - 1) ம.தினேஷ் பாப்பாகுடி, ஜெயங்கொண்டம், அரியலூர் மாவட்டம். 2) பா.சக்திவேல் ஜெயங்கொண்டம், அரியலூர் மாவட்டம். 3) சு.சிவக்குமார் செங்குந்தபுரம், ஜெயங்கொண்டம், அரியலூர் மாவட்டம். 4) க.குணசேகரன் கண்ணாரப்பாளையம் ஜெயங்கொண்டம், அரியலூர் மாவட்டம். 5) ரா.குமார் கண்ணம்பாளையம், மேலக்குடியிருப்பு, ஜெயங்கொண்டம், அரியலூர் மாவட்டம். 6) பா.சுரேஷ்குமார் மேலக்குடியிருப்பு, கீழத்தெரு, ஜெயங்கொண்டம், அரியலூர் மாவட்டம்.	[420, 1354, 802, 1486]
paragraph: அமைப்பாளர் - ஓ.தினகரன் திருமானூர், அரியலூர் வட்டம், அரியலூர் மாவட்டம்.	[6, 1580, 388, 1611]
paragraph: துணை அமைப்பாளர்கள் - 1) ஏ. ராமகிருஷ்ணன் 8/106, கீழக்குறிச்சிப்பட்டி, கொடும்பப்பட்டி அஞ்சல், மருங்காபுரி தாலுகா, திருச்சி மாவட்டம் - 621308. 2) சி.கிருஷ்ணசாமி கன்னிமேட்டுப்பட்டி, கன்னிவடுகப்பட்டி அஞ்சல், மருங்காபுரி தாலுகா, திருச்சி மாவட்டம் - 621308. 3) ஆர். முத்துரெத்தினம் தொட்டியப்பட்டி மற்றும் அஞ்சல், மருங்காபுரி தாலுகா, திருச்சி மாவட்டம் - 621305. 4) எஸ். அல்கலூ மூர்த்தி கண்ணுக்குழி, கொடும்பப்பட்டி அஞ்சல், மருங்காபுரி தாலுகா, திருச்சி மாவட்டம் - 621308. 5) டி. பாலகிருஷ்ணன் 2/19, தேனூர் மற்றும் அஞ்சல், மருங்காபுரி தாலுகா, திருச்சி மாவட்டம் - 621308.	[834, 182, 1216, 331]
paragraph: அமைப்பாளர் - சா.சின்னப்பன் கிழக்கு தெரு, புதுக்குடி, ஆண்டிமடம் வட்டம், அரியலூர் மாவட்டம்.	[420, 732, 802, 762]
